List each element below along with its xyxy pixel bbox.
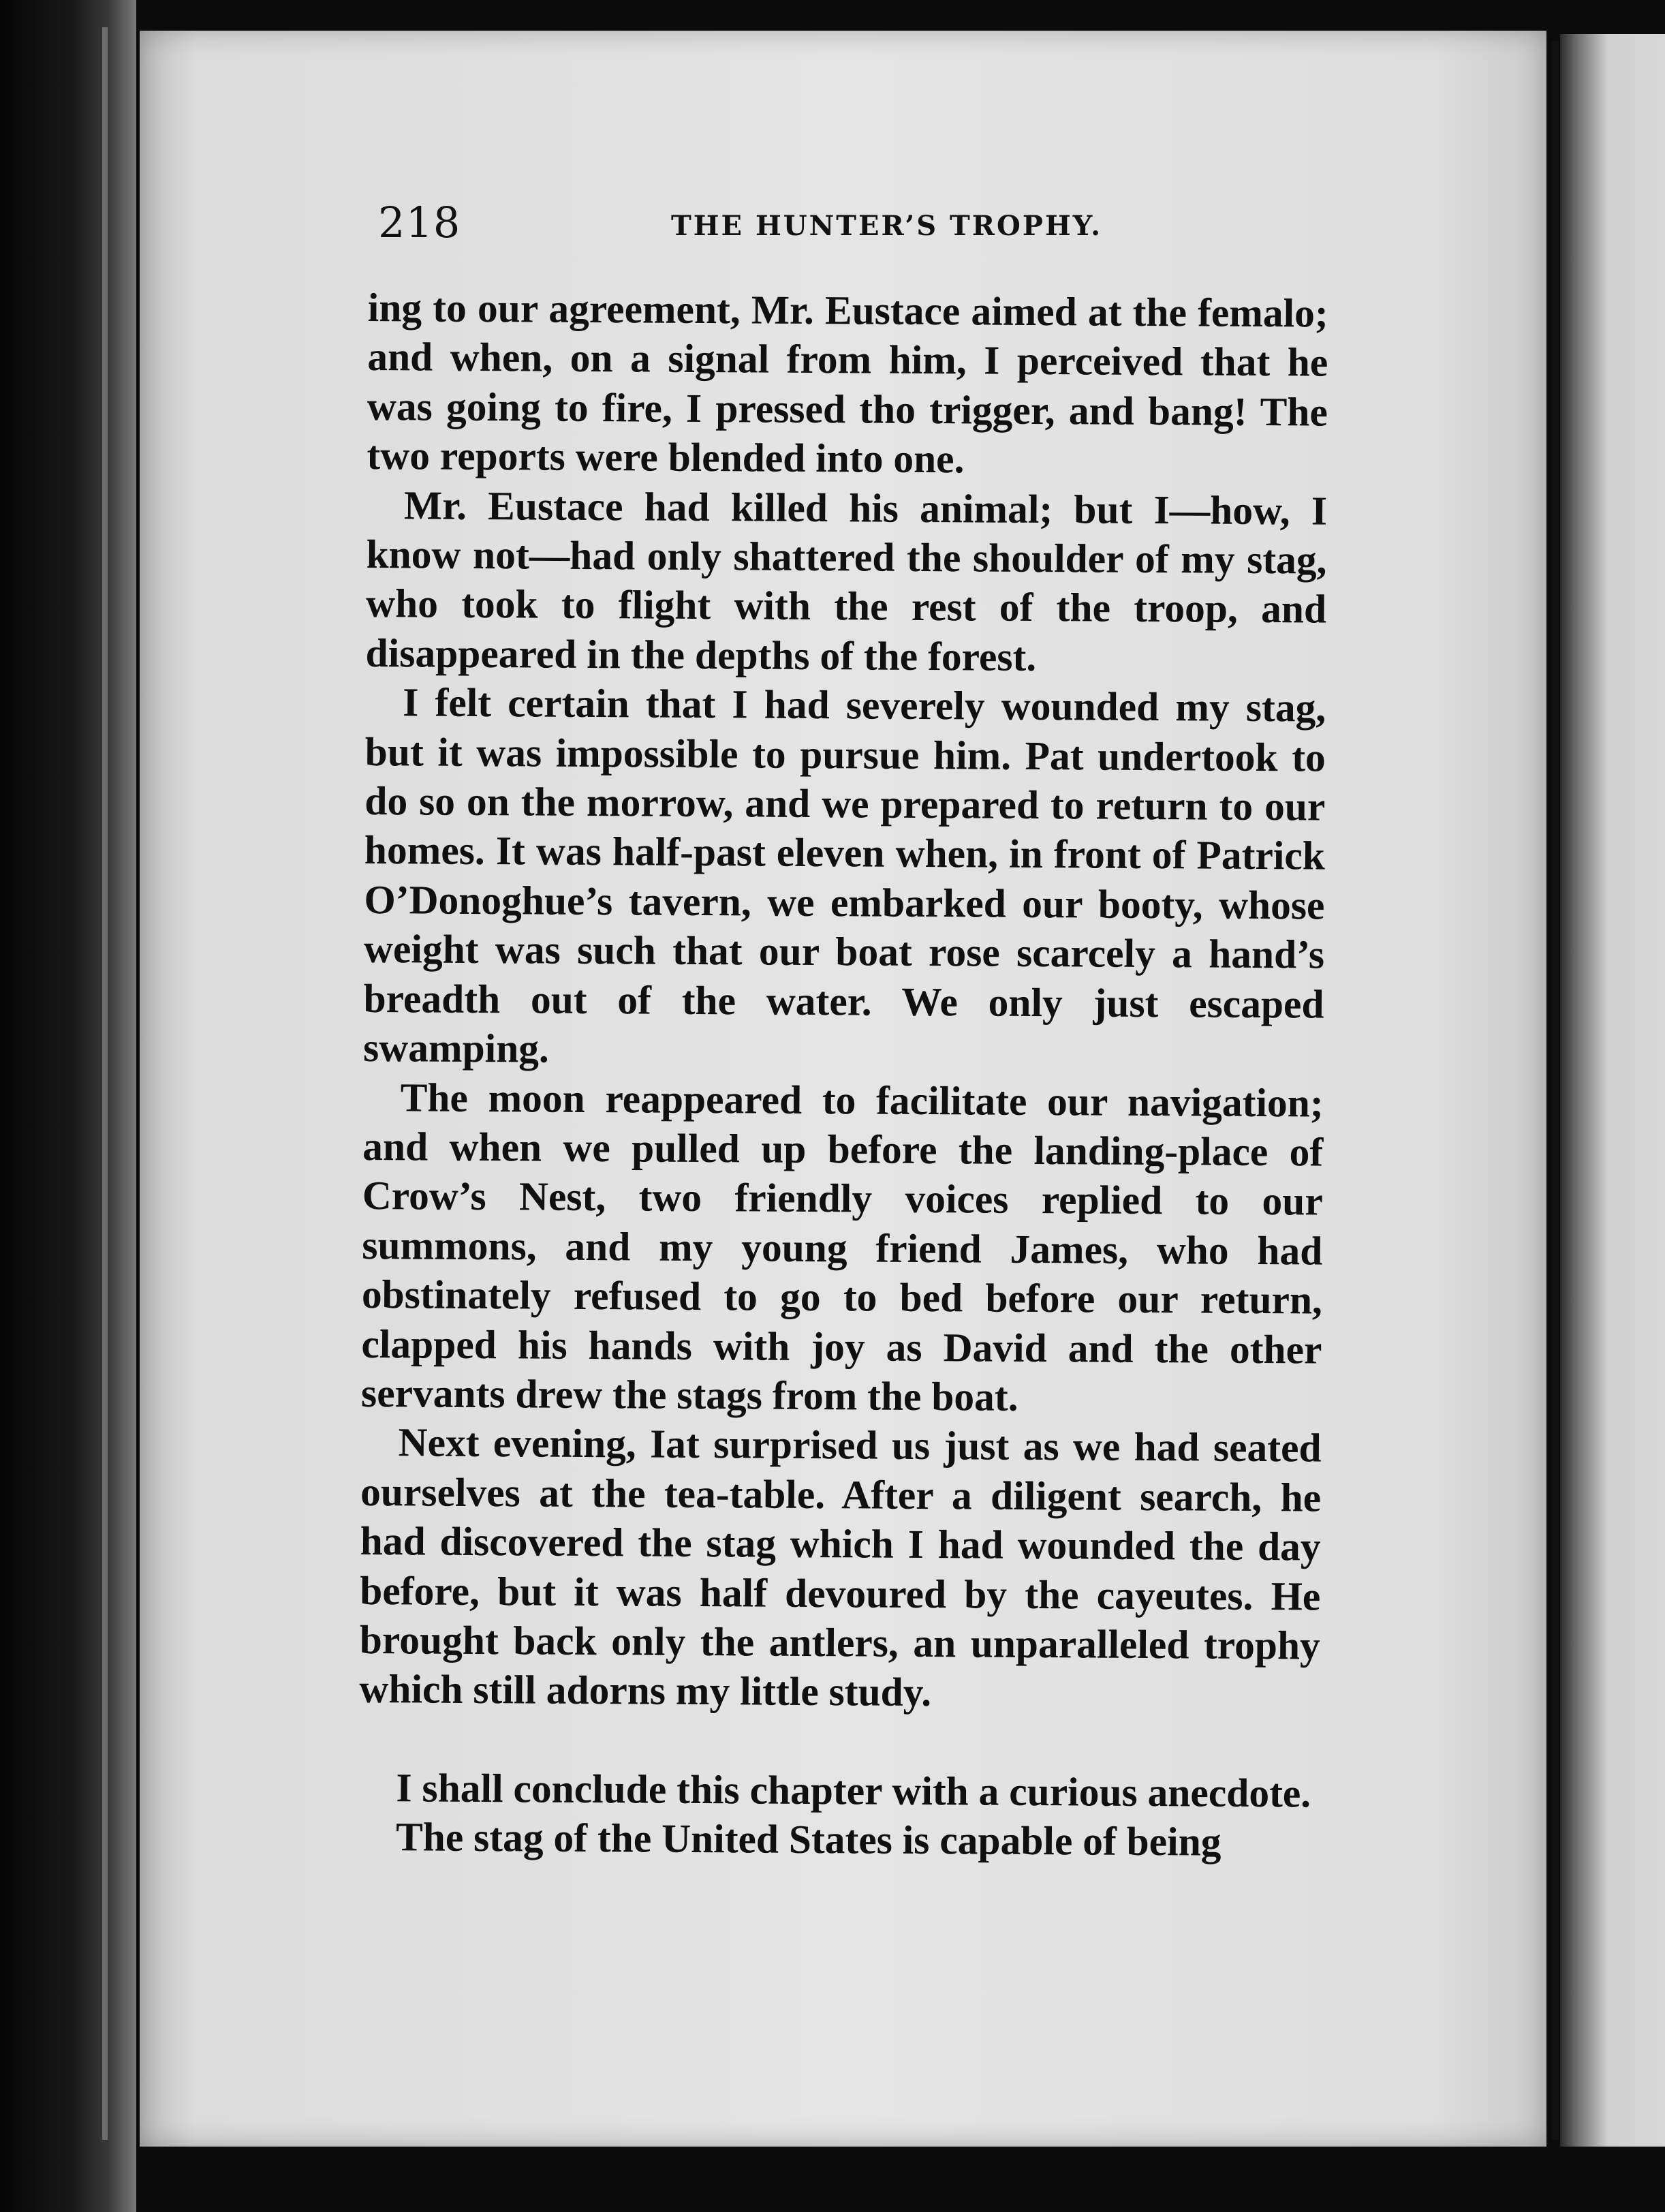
binding-edge-line: [102, 27, 108, 2140]
paragraph: The moon reappeared to facilitate our navigation; and when we pulled up before the landing-place of Crow’s Nest, two friendly voices replied to our summons, and my young friend James, who had obstinately refused to go to bed before our return, clapped his hands with joy as David and the other servants drew the stags from the boat.: [360, 1074, 1324, 1419]
page-number: 218: [378, 198, 461, 247]
paragraph: ing to our agreement, Mr. Eustace aimed at the femalo; and when, on a signal from him, I perceived that he was going to fire, I pressed tho trigger, and bang! The two reports were blended into one.: [367, 284, 1328, 482]
page-gutter-edge: [1552, 41, 1559, 2140]
paragraph: Mr. Eustace had killed his animal; but I—how, I know not—had only shattered the shoulder of my stag, who took to flight with the rest of the troop, and disappeared in the depths of the forest.: [365, 482, 1328, 679]
paragraph: The stag of the United States is capable of being: [395, 1814, 1221, 1864]
book-binding-shadow: [0, 0, 136, 2212]
section-gap: [359, 1714, 1320, 1769]
next-page-edge: [1560, 34, 1665, 2147]
body-text: [358, 283, 1328, 1867]
paragraph: I shall conclude this chapter with a curious anecdote.: [396, 1765, 1311, 1816]
paragraph: Next evening, Iat surprised us just as we had seated ourselves at the tea-table. After a diligent search, he had discovered the stag which I had wounded the day before, but it was half devoured by the cayeutes. He brought back only the antlers, an unparalleled trophy which still adorns my little study.: [359, 1419, 1322, 1715]
paragraph: I felt certain that I had severely wounded my stag, but it was impossible to pursue him. Pat undertook to do so on the morrow, and we prepared to return to our homes. It was half-past eleven when, in front of Patrick O’Donoghue’s tavern, we embarked our booty, whose weight was such that our boat rose scarcely a hand’s breadth out of the water. We only just escaped swamping.: [362, 679, 1326, 1071]
running-title: THE HUNTER’S TROPHY.: [671, 210, 1103, 242]
